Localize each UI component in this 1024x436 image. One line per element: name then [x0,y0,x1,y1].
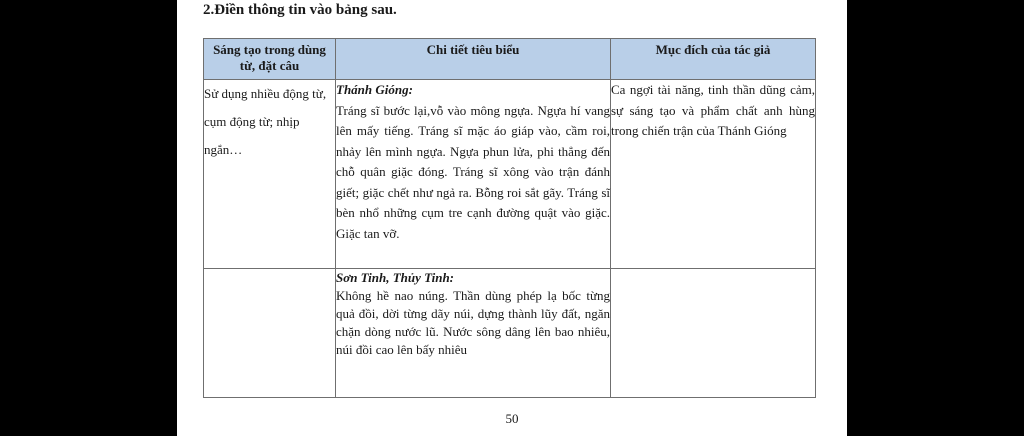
story-title: Thánh Gióng: [336,82,413,97]
purpose-cell: Ca ngợi tài năng, tinh thần dũng cảm, sự sáng tạo và phẩm chất anh hùng trong chiến trận của Thánh Gióng [611,80,816,269]
story-title: Sơn Tinh, Thủy Tinh: [336,270,455,285]
detail-cell [336,269,611,398]
header-technique: Sáng tạo trong dùng từ, đặt câu [204,39,336,80]
detail-text: Tráng sĩ bước lại,vỗ vào mông ngựa. Ngựa hí vang lên mấy tiếng. Tráng sĩ mặc áo giáp vào, cầm roi, nhảy lên mình ngựa. Ngựa phun lửa, phi thẳng đến chỗ quân giặc đóng. Tráng sĩ xông vào trận đánh giết; giặc chết như ngả ra. Bỗng roi sắt gãy. Tráng sĩ bèn nhổ những cụm tre cạnh đường quật vào giặc. Giặc tan vỡ. [336,102,610,241]
info-table [203,38,816,398]
page-number: 50 [505,411,519,426]
table-row [204,269,816,398]
technique-cell-empty [204,269,336,398]
detail-text: Không hề nao núng. Thần dùng phép lạ bốc từng quả đồi, dời từng dãy núi, dựng thành lũy đất, ngăn chặn dòng nước lũ. Nước sông dâng lên bao nhiêu, núi đồi cao lên bấy nhiêu [336,288,610,357]
header-detail: Chi tiết tiêu biểu [336,39,611,80]
purpose-cell-empty [611,269,816,398]
header-purpose: Mục đích của tác giả [611,39,816,80]
table-row [204,80,816,269]
document-page [177,0,847,436]
detail-cell [336,80,611,269]
section-heading: 2.Điền thông tin vào bảng sau. [203,2,397,18]
table-header-row [204,39,816,80]
technique-cell: Sử dụng nhiều động từ, cụm động từ; nhịp ngắn… [204,80,336,269]
